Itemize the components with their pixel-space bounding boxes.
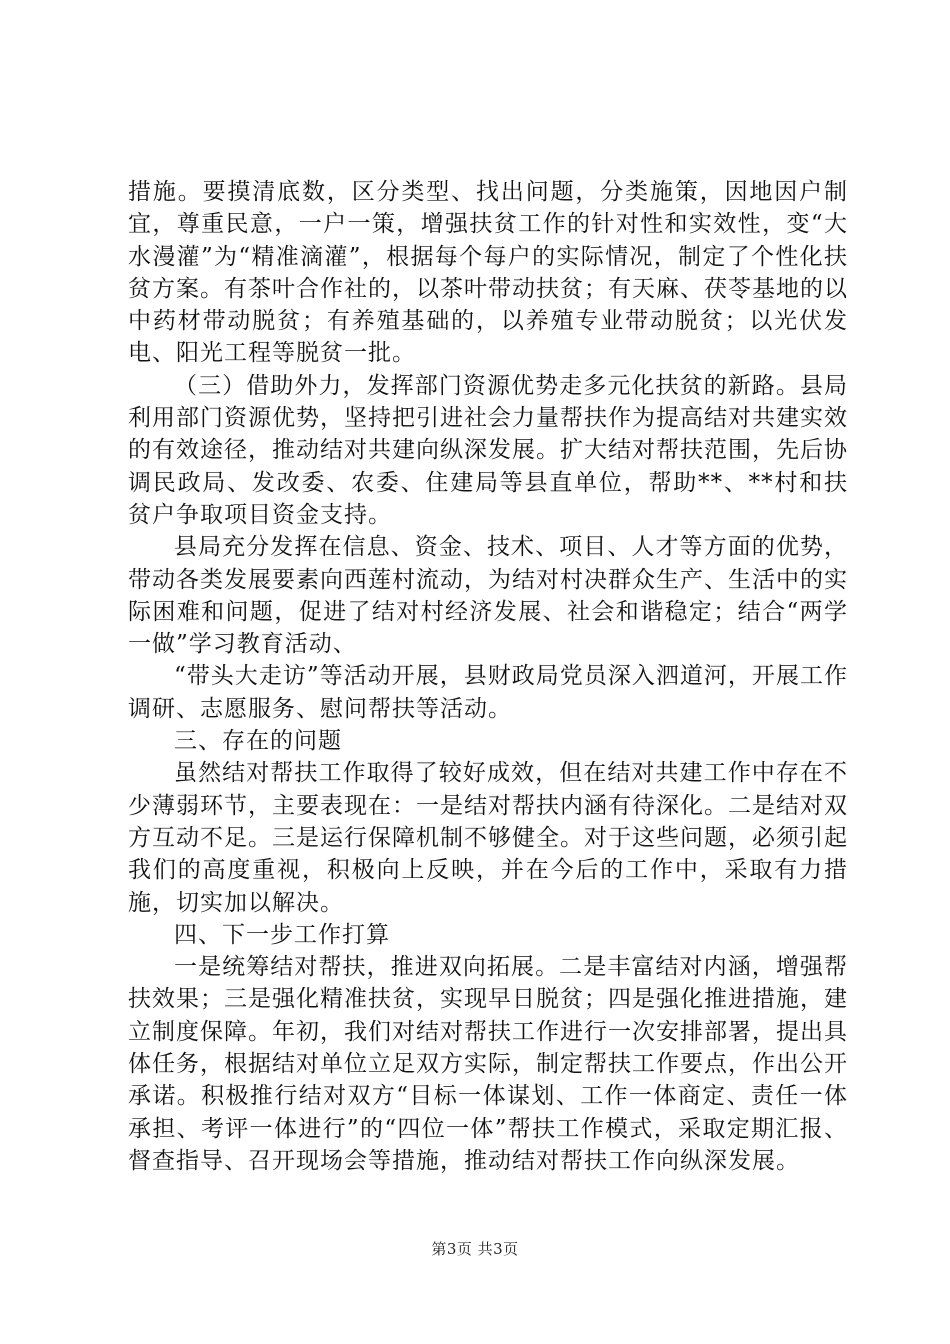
section-heading-problems: 三、存在的问题 [174, 728, 342, 755]
paragraph-external-support: （三）借助外力，发挥部门资源优势走多元化扶贫的新路。县局利用部门资源优势，坚持把引进社会力量帮扶作为提高结对共建实效的有效途径，推动结对共建向纵深发展。扩大结对帮扶范围，先后协调民政局、发改委、农委、住建局等县直单位，帮助**、**村和扶贫户争取项目资金支持。 [128, 372, 848, 528]
paragraph-measures: 措施。要摸清底数，区分类型、找出问题，分类施策，因地因户制宜，尊重民意，一户一策，增强扶贫工作的针对性和实效性，变“大水漫灌”为“精准滴灌”，根据每个每户的实际情况，制定了个性化扶贫方案。有茶叶合作社的，以茶叶带动扶贫；有天麻、茯苓基地的以中药材带动脱贫；有养殖基础的，以养殖专业带动脱贫；以光伏发电、阳光工程等脱贫一批。 [128, 179, 848, 367]
document-body [128, 176, 848, 1177]
paragraph-visits: “带头大走访”等活动开展，县财政局党员深入泗道河，开展工作调研、志愿服务、慰问帮扶等活动。 [128, 663, 848, 722]
paragraph-problems: 虽然结对帮扶工作取得了较好成效，但在结对共建工作中存在不少薄弱环节，主要表现在：一是结对帮扶内涵有待深化。二是结对双方互动不足。三是运行保障机制不够健全。对于这些问题，必须引起我们的高度重视，积极向上反映，并在今后的工作中，采取有力措施，切实加以解决。 [128, 760, 848, 916]
section-heading-next-steps: 四、下一步工作打算 [174, 921, 390, 948]
page-number-footer: 第3页 共3页 [431, 1240, 519, 1258]
paragraph-county-advantages: 县局充分发挥在信息、资金、技术、项目、人才等方面的优势，带动各类发展要素向西莲村流动，为结对村决群众生产、生活中的实际困难和问题，促进了结对村经济发展、社会和谐稳定；结合“两学一做”学习教育活动、 [128, 534, 848, 658]
paragraph-next-steps: 一是统筹结对帮扶，推进双向拓展。二是丰富结对内涵，增强帮扶效果；三是强化精准扶贫，实现早日脱贫；四是强化推进措施，建立制度保障。年初，我们对结对帮扶工作进行一次安排部署，提出具体任务，根据结对单位立足双方实际，制定帮扶工作要点，作出公开承诺。积极推行结对双方“目标一体谋划、工作一体商定、责任一体承担、考评一体进行”的“四位一体”帮扶工作模式，采取定期汇报、督查指导、召开现场会等措施，推动结对帮扶工作向纵深发展。 [128, 954, 848, 1174]
